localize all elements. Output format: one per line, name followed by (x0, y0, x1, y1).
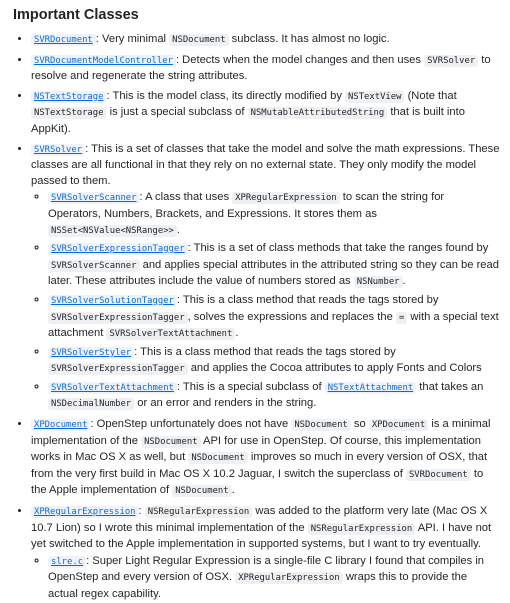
list-item-svrsolver-scanner (48, 190, 500, 239)
class-link-text: SVRSolverTextAttachment (48, 382, 177, 394)
class-link-svrsolver-expression-tagger[interactable] (48, 242, 188, 254)
text-run: : This is a class method that reads the tags stored by (134, 345, 396, 358)
text-run: : A class that uses (139, 191, 233, 204)
class-link-text: SVRDocument (31, 34, 96, 46)
text-run: . (402, 275, 406, 288)
text-run: that takes an (416, 380, 484, 393)
list-item-svrsolver-solution-tagger (48, 293, 500, 343)
list-item-svrsolver-styler (48, 345, 500, 378)
text-run: : This is a special subclass of (176, 380, 325, 393)
text-run: : This is the model class, its directly modified by (106, 89, 346, 102)
list-item-svrsolver (31, 142, 500, 414)
inline-code: XPRegularExpression (232, 192, 340, 204)
class-link-text: XPRegularExpression (31, 506, 139, 518)
text-run: and applies the Cocoa attributes to apply Fonts and Colors (187, 362, 482, 375)
inline-code: NSDocument (141, 436, 200, 448)
inline-code: NSNumber (354, 276, 403, 288)
inline-code: NSDocument (188, 452, 247, 464)
inline-code: NSRegularExpression (145, 506, 253, 518)
class-link-text: NSTextStorage (31, 91, 106, 103)
list-item-svrsolver-text-attachment (48, 380, 500, 413)
class-link-xpdocument[interactable] (31, 418, 90, 430)
text-run: and applies special attributes in the attributed string so they can be read later. These attributes include the value of numbers stored as (48, 258, 499, 288)
inline-code: XPDocument (369, 419, 428, 431)
list-item-svrsolver-expression-tagger (48, 241, 500, 291)
inline-code: SVRDocument (406, 469, 471, 481)
text-run: : This is a set of classes that take the model and solve the math expressions. These classes are all functional in that they rely on no external state. They only modify the model passed to them. (31, 142, 500, 187)
inline-code: NSMutableAttributedString (248, 107, 388, 119)
inline-code: NSSet<NSValue<NSRange>> (48, 225, 177, 237)
list-item-xpdocument (31, 417, 500, 500)
class-link-text: SVRSolverStyler (48, 347, 134, 359)
inline-code: NSDocument (291, 419, 350, 431)
class-list (13, 32, 500, 603)
text-run: : Detects when the model changes and then uses (175, 53, 425, 66)
text-run: : Very minimal (95, 33, 170, 45)
class-link-text: XPDocument (31, 419, 90, 431)
text-run: subclass. It has almost no logic. (228, 33, 390, 45)
text-run: or an error and renders in the string. (134, 397, 317, 410)
class-link-svrsolver[interactable] (31, 143, 85, 155)
text-run: to the Apple implementation of (31, 467, 484, 497)
class-link-svrdocument-model-controller[interactable] (31, 54, 176, 66)
class-link-text: slre.c (48, 556, 86, 568)
class-link-nstext-attachment[interactable] (325, 381, 417, 393)
list-item-svrdocument (31, 32, 500, 49)
text-run: : Super Light Regular Expression is a single-file C library I found that compiles in OpenStep and every version of OSX. (48, 554, 485, 584)
text-run: : (138, 505, 145, 518)
inline-code: NSDecimalNumber (48, 398, 134, 410)
class-link-text: SVRSolverScanner (48, 192, 140, 204)
text-run: with a special text attachment (48, 310, 499, 340)
class-link-svrdocument[interactable] (31, 33, 96, 45)
section-heading: Important Classes (13, 7, 139, 23)
class-link-svrsolver-styler[interactable] (48, 346, 134, 358)
text-run: API for use in OpenStep. Of course, this implementation works in Mac OS X as well, but (31, 434, 481, 464)
inline-code: SVRSolver (424, 55, 478, 67)
list-item-xpregular-expression (31, 504, 500, 603)
list-item-nstext-storage (31, 89, 500, 138)
text-run: : This is a class method that reads the tags stored by (176, 293, 439, 306)
text-run: . (176, 223, 181, 236)
inline-code: NSDocument (169, 34, 228, 46)
inline-code: SVRSolverTextAttachment (106, 328, 235, 340)
class-link-text: SVRSolverExpressionTagger (48, 243, 188, 255)
class-link-text: NSTextAttachment (325, 382, 417, 394)
class-link-svrsolver-solution-tagger[interactable] (48, 294, 177, 306)
sub-list (31, 190, 500, 413)
inline-code: SVRSolverExpressionTagger (48, 363, 188, 375)
text-run: is just a special subclass of (106, 106, 248, 119)
inline-code: NSDocument (172, 485, 231, 497)
text-run: is a minimal implementation of the (31, 418, 491, 447)
inline-code: NSTextStorage (31, 107, 106, 119)
class-link-svrsolver-text-attachment[interactable] (48, 381, 177, 393)
text-run: to resolve and regenerate the string attributes. (31, 53, 491, 83)
class-link-svrsolver-scanner[interactable] (48, 191, 140, 203)
list-item-svrdocument-model-controller (31, 53, 500, 85)
inline-code: XPRegularExpression (235, 572, 343, 584)
inline-code: SVRSolverScanner (48, 260, 140, 272)
text-run: to scan the string for Operators, Numbers, Brackets, and Expressions. It stores them as (48, 191, 445, 220)
text-run: that is built into AppKit). (31, 106, 465, 135)
class-link-text: SVRDocumentModelController (31, 55, 176, 67)
text-run: so (350, 418, 369, 431)
text-run: improves so much in every version of OSX, that from the very first build in Mac OS X 10.2 Jaguar, I switch the superclass of (31, 451, 488, 480)
inline-code: NSRegularExpression (308, 523, 416, 535)
text-run: (Note that (404, 89, 457, 102)
class-link-slre-c[interactable] (48, 555, 86, 567)
inline-code: = (396, 312, 407, 324)
text-run: was added to the platform very late (Mac OS X 10.7 Lion) so I wrote this minimal implementation of the (31, 505, 488, 534)
sub-list (31, 554, 500, 603)
class-link-nstext-storage[interactable] (31, 90, 106, 102)
text-run: API. I have not yet switched to the Apple implementation in supported systems, but I want to try eventually. (31, 521, 492, 551)
text-run: , solves the expressions and replaces the (187, 310, 396, 323)
list-item-slre-c (48, 554, 500, 603)
inline-code: SVRSolverExpressionTagger (48, 312, 188, 324)
text-run: : This is a set of class methods that take the ranges found by (187, 242, 489, 255)
text-run: : OpenStep unfortunately does not have (90, 418, 292, 431)
text-run: . (235, 327, 239, 340)
class-link-text: SVRSolverSolutionTagger (48, 295, 177, 307)
text-run: . (231, 484, 235, 497)
class-link-text: SVRSolver (31, 144, 85, 156)
inline-code: NSTextView (345, 91, 404, 103)
class-link-xpregular-expression[interactable] (31, 505, 139, 517)
text-run: wraps this to provide the actual regex capability. (48, 571, 468, 600)
